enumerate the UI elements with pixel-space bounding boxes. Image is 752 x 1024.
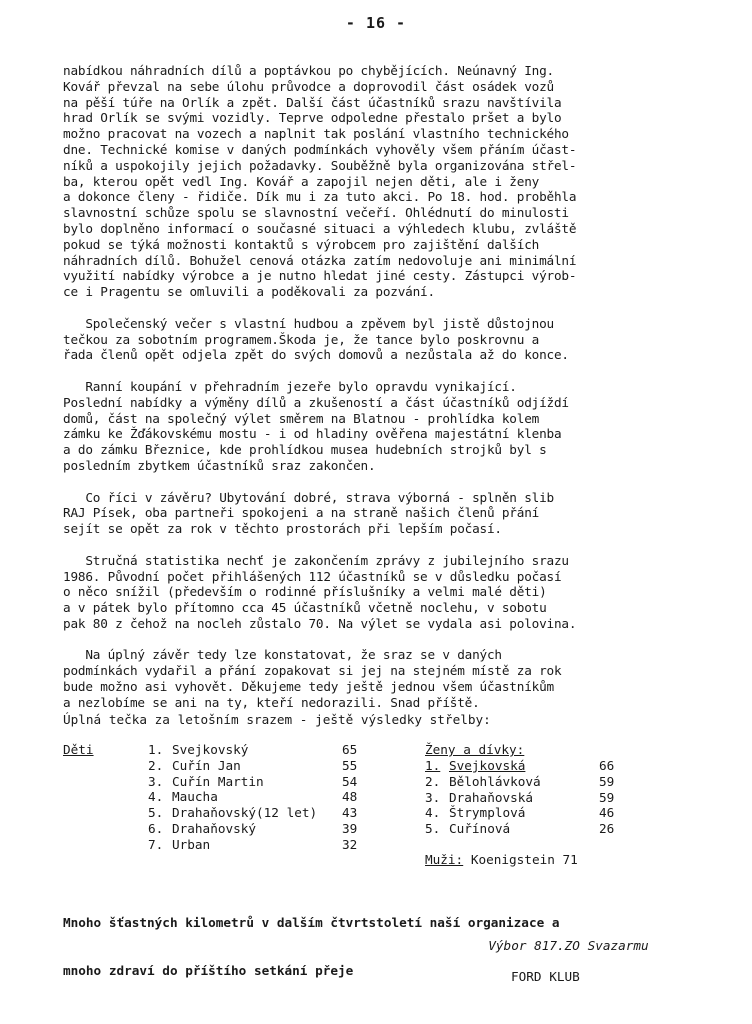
text-line: o něco snížil (především o rodinné příslušníky a velmi malé děti) [63, 584, 547, 600]
text-line: pokud se týká možnosti kontaktů s výrobcem pro zajištění dalších [63, 236, 540, 252]
result-rank: 3. [425, 789, 441, 805]
result-score: 65 [342, 742, 358, 757]
text-line: tečkou za sobotním programem.Škoda je, že tance bylo poskrovnu a [63, 331, 540, 347]
result-rank: 1. [425, 758, 441, 773]
text-line: podmínkách vydařil a přání zopakovat si jej na stejném místě za rok [63, 663, 562, 679]
page-number: - 16 - [345, 14, 407, 32]
result-rank: 7. [148, 836, 164, 852]
result-name: Urban [172, 836, 211, 852]
result-score: 46 [599, 805, 615, 821]
result-row [425, 790, 629, 806]
text-line: na pěší túře na Orlík a zpět. Další část účastníků srazu navštívila [63, 94, 562, 110]
result-score: 66 [599, 758, 615, 773]
text-line: nabídkou náhradních dílů a poptávkou po chybějících. Neúnavný Ing. [63, 63, 554, 78]
paragraph-social-evening [63, 316, 703, 363]
text-line: sejít se opět za rok v těchto prostorách při lepším počasí. [63, 521, 502, 537]
result-score: 39 [342, 820, 358, 836]
result-row [148, 821, 382, 837]
result-score: 59 [599, 773, 615, 789]
text-line: Ranní koupání v přehradním jezeře bylo opravdu vynikající. [63, 378, 517, 394]
closing-line: Mnoho šťastných kilometrů v dalším čtvrtstoletí naší organizace a [63, 915, 560, 930]
text-line: ba, kterou opět vedl Ing. Kovář a zapojil nejen děti, ale i ženy [63, 173, 540, 189]
text-line: ce i Pragentu se omluvili a poděkovali za pozvání. [63, 284, 435, 300]
women-results-heading [425, 742, 524, 757]
result-name: Drahaňovská [449, 789, 534, 805]
result-rank: 5. [425, 821, 441, 837]
paragraph-final [63, 647, 703, 710]
text-line: zámku ke Žďákovskému mostu - i od hladiny ověřena majestátní klenba [63, 426, 562, 442]
result-name: Cuřín Jan [172, 757, 241, 773]
result-name: Bělohlávková [449, 773, 541, 789]
result-row [148, 742, 382, 758]
text-line: Co říci v závěru? Ubytování dobré, strava výborná - splněn slib [63, 489, 554, 505]
result-row [425, 821, 629, 837]
text-line: RAJ Písek, oba partneři spokojeni a na straně našich členů přání [63, 505, 540, 521]
result-name: Drahaňovský(12 let) [172, 805, 318, 821]
result-score: 59 [599, 789, 615, 805]
result-rank: 4. [148, 789, 164, 805]
text-line: hrad Orlík se svými vozidly. Teprve odpoledne přestalo pršet a bylo [63, 110, 562, 126]
text-line: posledním zbytkem účastníků sraz zakončen. [63, 457, 376, 473]
result-name: Svejkovská [449, 758, 526, 773]
result-name: Svejkovský [172, 742, 249, 757]
result-row [425, 758, 629, 774]
result-score: 54 [342, 773, 358, 789]
report-body [63, 63, 703, 711]
paragraph-statistics [63, 553, 703, 632]
text-line: bude možno asi vyhovět. Děkujeme tedy ještě jednou všem účastníkům [63, 679, 554, 695]
text-line: řada členů opět odjela zpět do svých domovů a nezůstala až do konce. [63, 347, 569, 363]
text-line: domů, část na společný výlet směrem na Blatnou - prohlídka kolem [63, 410, 540, 426]
text-line: níků a uspokojily jejich požadavky. Souběžně byla organizována střel- [63, 157, 577, 173]
men-result [425, 852, 578, 867]
text-line: a dokonce členy - řidiče. Dík mu i za tuto akci. Po 18. hod. proběhla [63, 189, 577, 205]
children-results-heading: Děti [63, 742, 94, 757]
result-rank: 2. [425, 773, 441, 789]
result-name: Maucha [172, 789, 218, 805]
text-line: a nezlobíme se ani na ty, kteří nedorazili. Snad příště. [63, 694, 480, 710]
text-line: Poslední nabídky a výměny dílů a zkušeností a část účastníků odjíždí [63, 394, 569, 410]
text-line: Kovář převzal na sebe úlohu průvodce a doprovodil část osádek vozů [63, 78, 554, 94]
result-name: Drahaňovský [172, 820, 257, 836]
children-results-list [148, 742, 382, 853]
result-score: 43 [342, 805, 358, 821]
text-line: Na úplný závěr tedy lze konstatovat, že sraz se v daných [63, 647, 502, 663]
closing-line: mnoho zdraví do příštího setkání přeje [63, 963, 354, 978]
text-line: náhradních dílů. Bohužel cenová otázka zatím nedovoluje ani minimální [63, 252, 577, 268]
result-score: 55 [342, 757, 358, 773]
signature-organization: Výbor 817.ZO Svazarmu [488, 937, 649, 953]
text-line: 1986. Původní počet přihlášených 112 účastníků se v důsledku počasí [63, 568, 562, 584]
text-line: využití nabídky výrobce a je nutno hledat jiné cesty. Zástupci výrob- [63, 268, 577, 284]
result-rank: 6. [148, 820, 164, 836]
result-name: Cuřínová [449, 821, 511, 837]
text-line: možno pracovat na vozech a naplnit tak poslání vlastního technického [63, 126, 569, 142]
text-line: Společenský večer s vlastní hudbou a zpěvem byl jistě důstojnou [63, 315, 554, 331]
text-line: a v pátek bylo přítomno cca 45 účastníků včetně noclehu, v sobotu [63, 600, 547, 616]
text-line: slavnostní schůze spolu se slavnostní večeří. Ohlédnutí do minulosti [63, 205, 569, 221]
result-row [148, 789, 382, 805]
men-result-text: Koenigstein 71 [463, 852, 578, 867]
result-score: 32 [342, 836, 358, 852]
result-row [425, 805, 629, 821]
signature [473, 922, 649, 1001]
text-line: Stručná statistika nechť je zakončením zprávy z jubilejního srazu [63, 552, 569, 568]
result-row [148, 774, 382, 790]
result-row [148, 837, 382, 853]
result-rank: 3. [148, 773, 164, 789]
result-row [425, 774, 629, 790]
result-score: 26 [599, 821, 615, 837]
result-rank: 2. [148, 757, 164, 773]
women-results-list [425, 758, 629, 837]
women-heading-text: Ženy a dívky: [425, 742, 525, 757]
paragraph-technical-day [63, 63, 703, 300]
result-score: 48 [342, 789, 358, 805]
text-line: pak 80 z čehož na nocleh zůstalo 70. Na výlet se vydala asi polovina. [63, 615, 577, 631]
result-row [148, 758, 382, 774]
result-row [148, 805, 382, 821]
text-line: a do zámku Březnice, kde prohlídkou musea hudebních strojků byl s [63, 442, 547, 458]
men-result-label: Muži: [425, 852, 464, 867]
paragraph-conclusion [63, 490, 703, 537]
signature-club: FORD KLUB [511, 969, 580, 985]
result-name: Cuřín Martin [172, 773, 264, 789]
results-title: Úplná tečka za letošním srazem - ještě výsledky střelby: [63, 712, 491, 727]
text-line: dne. Technické komise v daných podmínkách vyhověly všem přáním účast- [63, 141, 577, 157]
text-line: bylo doplněno informací o současné situaci a výhledech klubu, zvláště [63, 220, 577, 236]
paragraph-morning-trip [63, 379, 703, 474]
result-rank: 4. [425, 805, 441, 821]
result-rank: 1. [148, 742, 164, 757]
result-name: Štrymplová [449, 805, 526, 821]
result-rank: 5. [148, 805, 164, 821]
